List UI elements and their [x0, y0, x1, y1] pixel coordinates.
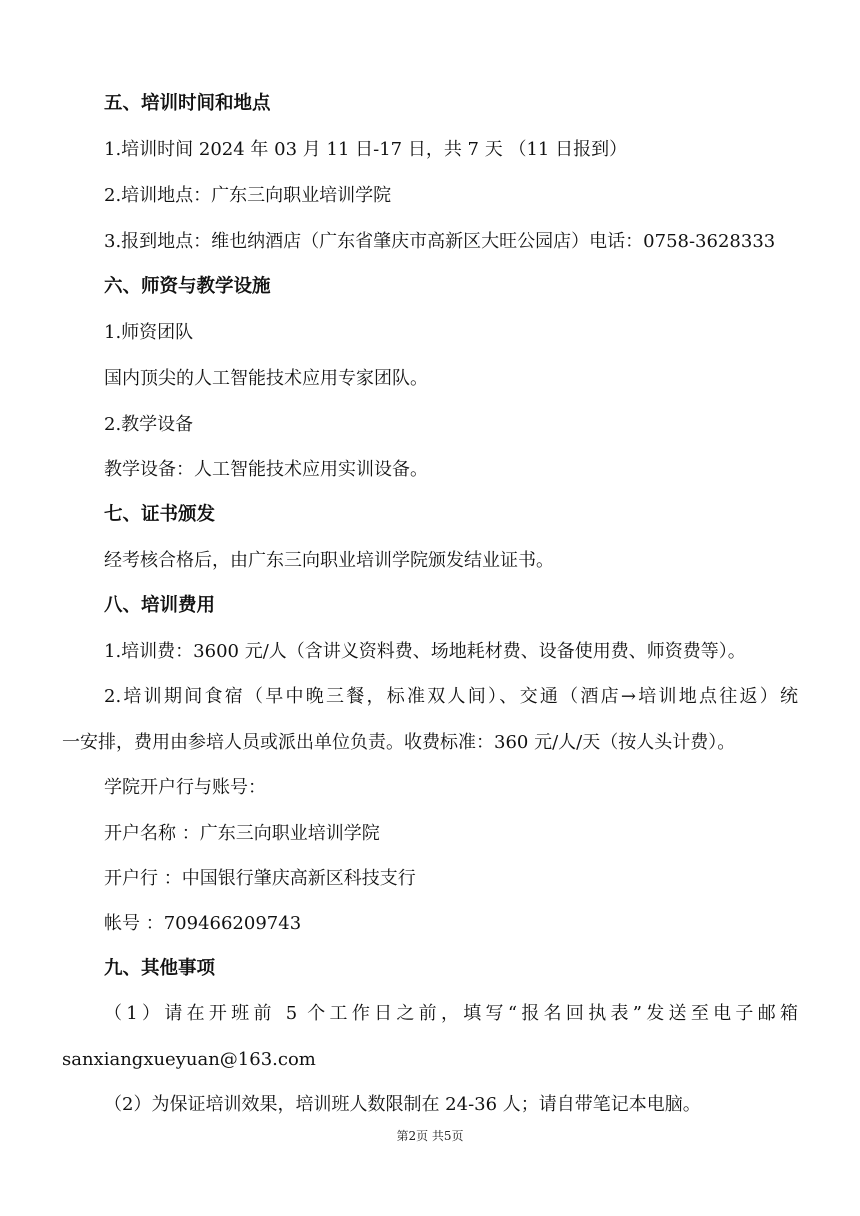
- faculty-team-text: 国内顶尖的人工智能技术应用专家团队。: [104, 368, 428, 389]
- account-name: 开户名称 ：广东三向职业培训学院: [104, 823, 380, 844]
- section-8-heading: 八、培训费用: [104, 595, 216, 616]
- bank-name: 开户行 ：中国银行肇庆高新区科技支行: [104, 868, 416, 889]
- accommodation-line-1: 2.培训期间食宿（早中晚三餐，标准双人间）、交通（酒店→培训地点往返）统: [104, 686, 798, 707]
- note-2: （2）为保证培训效果，培训班人数限制在 24-36 人；请自带笔记本电脑。: [104, 1094, 701, 1115]
- training-time: 1.培训时间 2024 年 03 月 11 日-17 日，共 7 天 （11 日报到）: [104, 139, 628, 160]
- note-1-line-1: （1）请在开班前 5 个工作日之前，填写“报名回执表”发送至电子邮箱: [104, 1003, 798, 1024]
- check-in-location: 3.报到地点：维也纳酒店（广东省肇庆市高新区大旺公园店）电话：0758-3628333: [104, 231, 776, 252]
- section-6-heading: 六、师资与教学设施: [104, 276, 271, 297]
- certificate-text: 经考核合格后，由广东三向职业培训学院颁发结业证书。: [104, 550, 554, 571]
- teaching-equipment-label: 2.教学设备: [104, 414, 194, 435]
- training-fee: 1.培训费：3600 元/人（含讲义资料费、场地耗材费、设备使用费、师资费等）。: [104, 641, 746, 662]
- teaching-equipment-text: 教学设备：人工智能技术应用实训设备。: [104, 459, 428, 480]
- page-number: 第2页 共5页: [396, 1129, 464, 1143]
- account-number: 帐号 ：709466209743: [104, 913, 302, 934]
- section-9-heading: 九、其他事项: [104, 958, 216, 979]
- training-location: 2.培训地点：广东三向职业培训学院: [104, 185, 392, 206]
- contact-email: sanxiangxueyuan@163.com: [62, 1049, 316, 1070]
- section-7-heading: 七、证书颁发: [104, 504, 216, 525]
- bank-account-intro: 学院开户行与账号：: [104, 777, 266, 798]
- accommodation-line-2: 一安排，费用由参培人员或派出单位负责。收费标准：360 元/人/天（按人头计费）。: [62, 732, 736, 753]
- faculty-team-label: 1.师资团队: [104, 322, 194, 343]
- section-5-heading: 五、培训时间和地点: [104, 93, 271, 114]
